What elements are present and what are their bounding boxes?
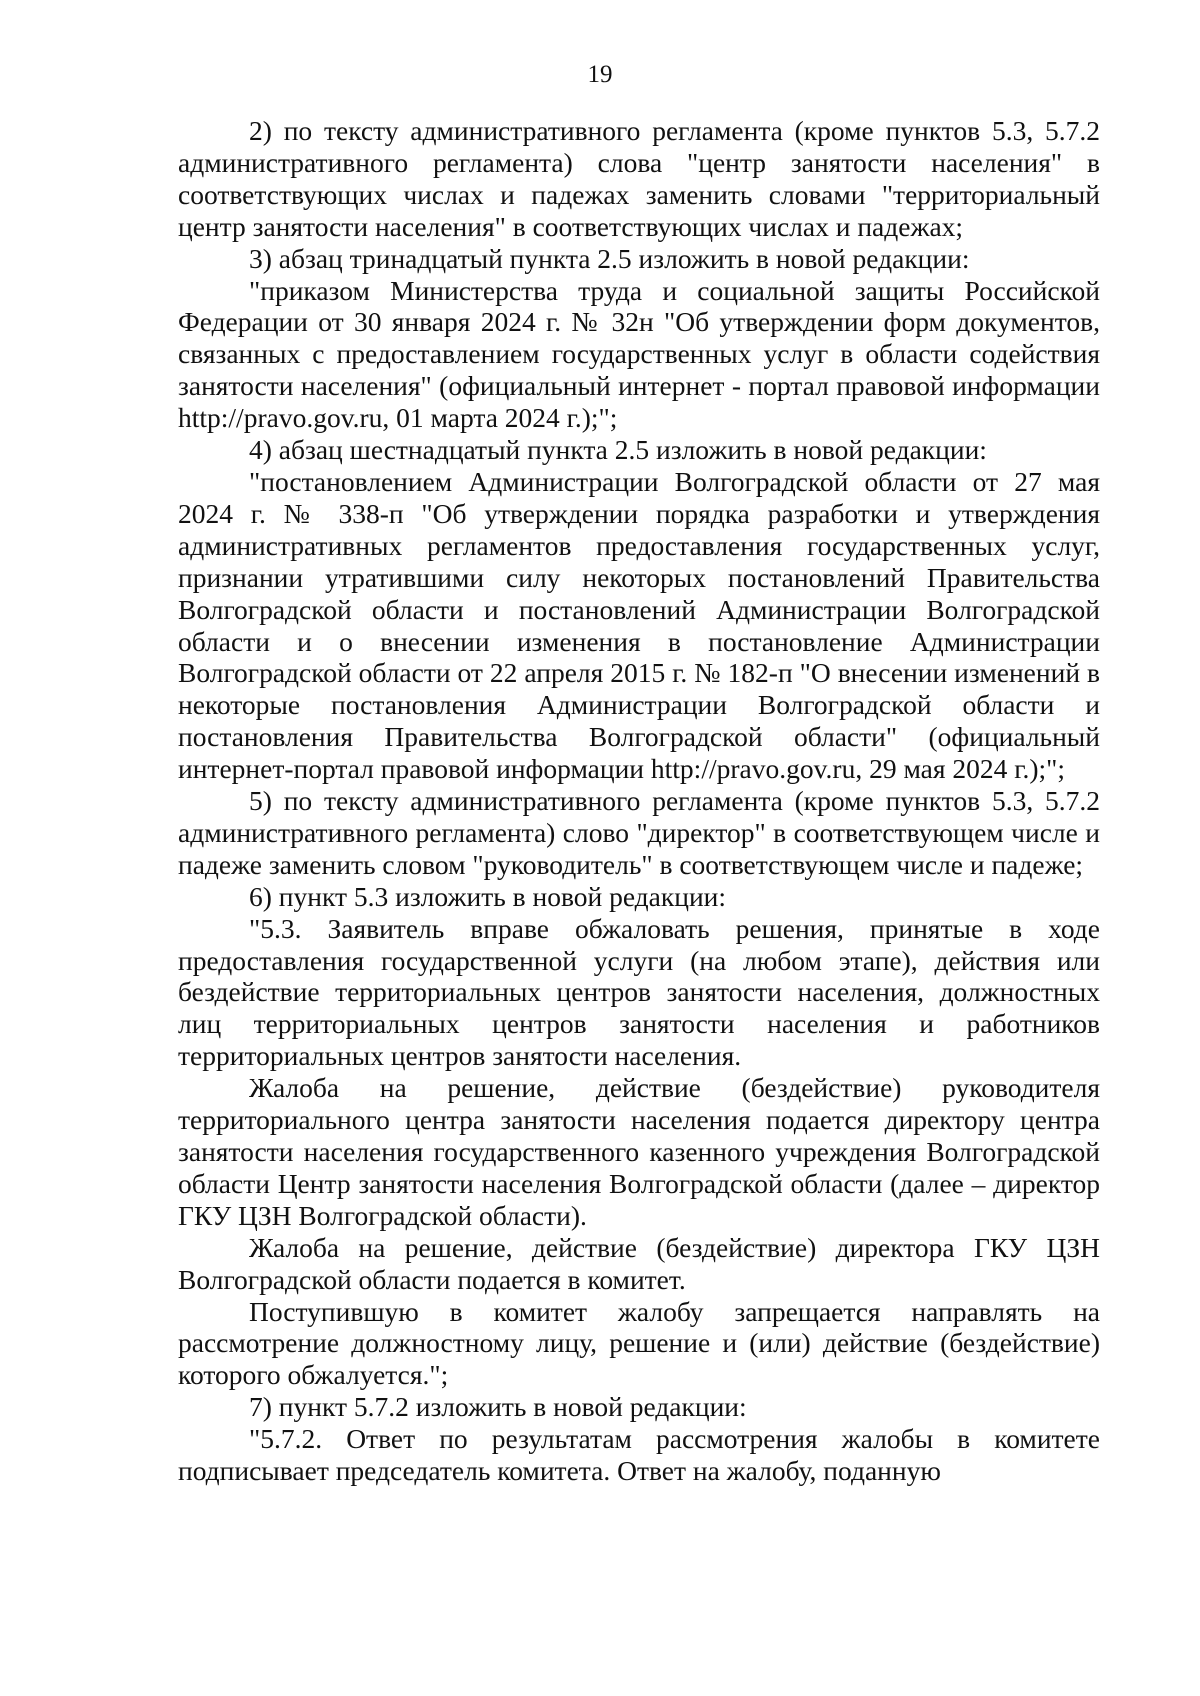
paragraph-item-3: 3) абзац тринадцатый пункта 2.5 изложить в новой редакции:	[249, 242, 970, 274]
document-body	[178, 115, 1100, 1487]
paragraph-quote-5-7-2: "5.7.2. Ответ по результатам рассмотрения жалобы в комитете подписывает председатель комитета. Ответ на жалобу, поданную	[178, 1423, 1100, 1487]
paragraph-complaint-director: Жалоба на решение, действие (бездействие) директора ГКУ ЦЗН Волгоградской области подается в комитет.	[178, 1231, 1100, 1295]
paragraph-complaint-forwarding: Поступившую в комитет жалобу запрещается направлять на рассмотрение должностному лицу, решение и (или) действие (бездействие) которого обжалуется.";	[178, 1295, 1100, 1391]
paragraph-quote-resolution-338p: "постановлением Администрации Волгоградской области от 27 мая 2024 г. № 338-п "Об утверждении порядка разработки и утверждения административных регламентов предоставления государственных услуг, признании утратившими силу некоторых постановлений Правительства Волгоградской области и постановлений Администрации Волгоградской области и о внесении изменения в постановление Администрации Волгоградской области от 22 апреля 2015 г. № 182-п "О внесении изменений в некоторые постановления Администрации Волгоградской области и постановления Правительства Волгоградской области" (официальный интернет-портал правовой информации http://pravo.gov.ru, 29 мая 2024 г.);";	[178, 465, 1100, 785]
paragraph-item-2: 2) по тексту административного регламента (кроме пунктов 5.3, 5.7.2 административного регламента) слова "центр занятости населения" в соответствующих числах и падежах заменить словами "территориальный центр занятости населения" в соответствующих числах и падежах;	[178, 115, 1100, 242]
paragraph-quote-5-3: "5.3. Заявитель вправе обжаловать решения, принятые в ходе предоставления государственной услуги (на любом этапе), действия или бездействие территориальных центров занятости населения, должностных лиц территориальных центров занятости населения и работников территориальных центров занятости населения.	[178, 912, 1100, 1072]
paragraph-item-6: 6) пункт 5.3 изложить в новой редакции:	[249, 880, 727, 912]
paragraph-item-7: 7) пункт 5.7.2 изложить в новой редакции:	[249, 1391, 747, 1423]
paragraph-complaint-head: Жалоба на решение, действие (бездействие) руководителя территориального центра занятости населения подается директору центра занятости населения государственного казенного учреждения Волгоградской области Центр занятости населения Волгоградской области (далее – директор ГКУ ЦЗН Волгоградской области).	[178, 1072, 1100, 1231]
paragraph-item-4: 4) абзац шестнадцатый пункта 2.5 изложить в новой редакции:	[249, 434, 987, 466]
page-number: 19	[587, 61, 613, 88]
paragraph-quote-order-32n: "приказом Министерства труда и социальной защиты Российской Федерации от 30 января 2024 г. № 32н "Об утверждении форм документов, связанных с предоставлением государственных услуг в области содействия занятости населения" (официальный интернет - портал правовой информации http://pravo.gov.ru, 01 марта 2024 г.);";	[178, 274, 1100, 434]
paragraph-item-5: 5) по тексту административного регламента (кроме пунктов 5.3, 5.7.2 административного регламента) слово "директор" в соответствующем числе и падеже заменить словом "руководитель" в соответствующем числе и падеже;	[178, 785, 1100, 880]
